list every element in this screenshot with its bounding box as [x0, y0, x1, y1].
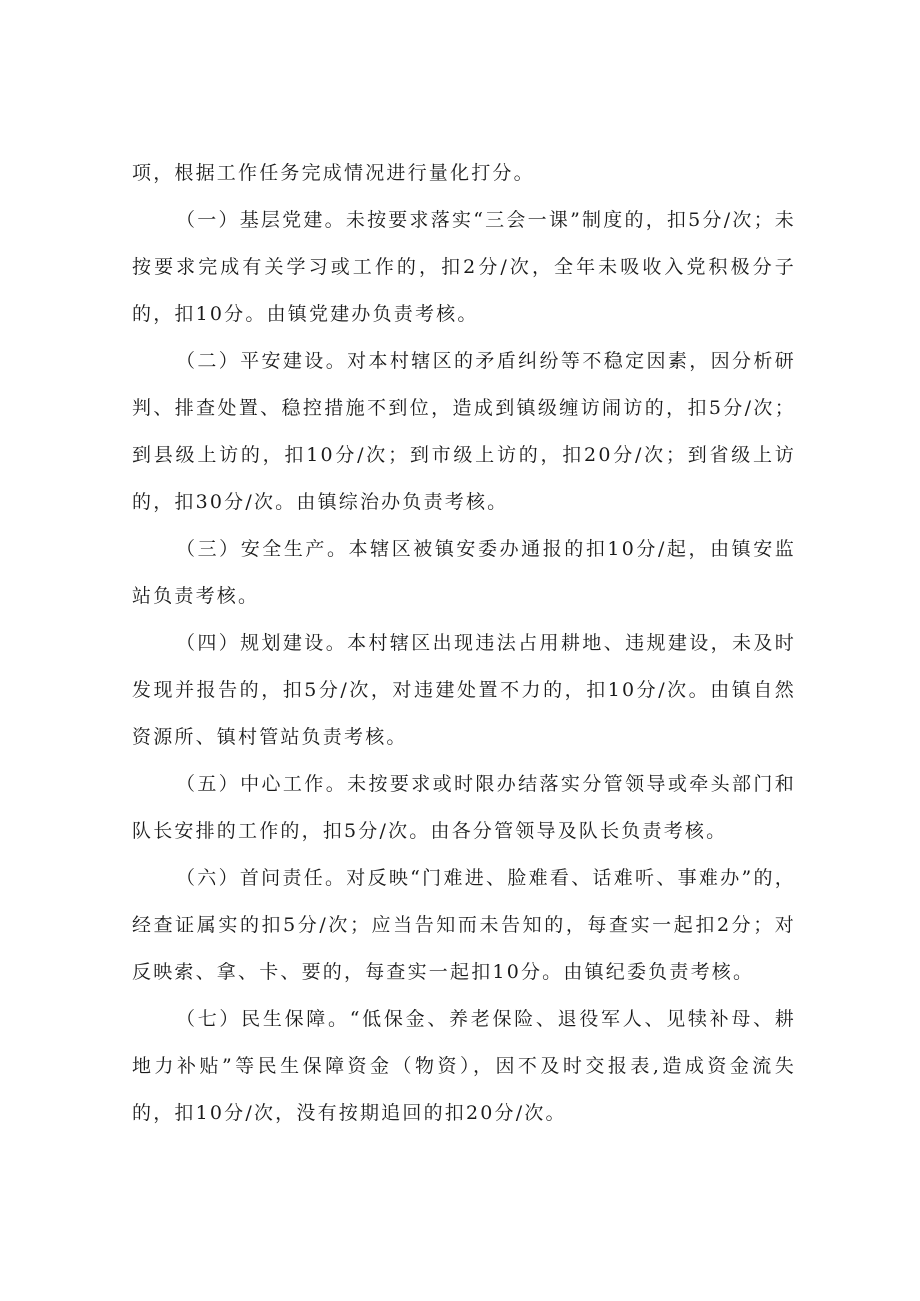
- paragraph-central-work: （五）中心工作。未按要求或时限办结落实分管领导或牵头部门和队长安排的工作的，扣5分/次。由各分管领导及队长负责考核。: [132, 773, 796, 842]
- paragraph-livelihood-security: （七）民生保障。“低保金、养老保险、退役军人、见犊补母、耕地力补贴”等民生保障资金（物资），因不及时交报表,造成资金流失的，扣10分/次，没有按期追回的扣20分/次。: [132, 1008, 796, 1124]
- paragraph-planning-construction: （四）规划建设。本村辖区出现违法占用耕地、违规建设，未及时发现并报告的，扣5分/次，对违建处置不力的，扣10分/次。由镇自然资源所、镇村管站负责考核。: [132, 632, 796, 748]
- paragraph-continuation: 项，根据工作任务完成情况进行量化打分。: [132, 162, 535, 184]
- paragraph-first-inquiry: （六）首问责任。对反映“门难进、脸难看、话难听、事难办”的，经查证属实的扣5分/次；应当告知而未告知的，每查实一起扣2分；对反映索、拿、卡、要的，每查实一起扣10分。由镇纪委负责考核。: [132, 867, 796, 983]
- paragraph-safety-construction: （二）平安建设。对本村辖区的矛盾纠纷等不稳定因素，因分析研判、排查处置、稳控措施不到位，造成到镇级缠访闹访的，扣5分/次；到县级上访的，扣10分/次；到市级上访的，扣20分/次；到省级上访的，扣30分/次。由镇综治办负责考核。: [132, 350, 796, 513]
- paragraph-production-safety: （三）安全生产。本辖区被镇安委办通报的扣10分/起，由镇安监站负责考核。: [132, 538, 796, 607]
- document-body: [132, 150, 796, 1137]
- paragraph-party-building: （一）基层党建。未按要求落实“三会一课”制度的，扣5分/次；未按要求完成有关学习或工作的，扣2分/次，全年未吸收入党积极分子的，扣10分。由镇党建办负责考核。: [132, 209, 796, 325]
